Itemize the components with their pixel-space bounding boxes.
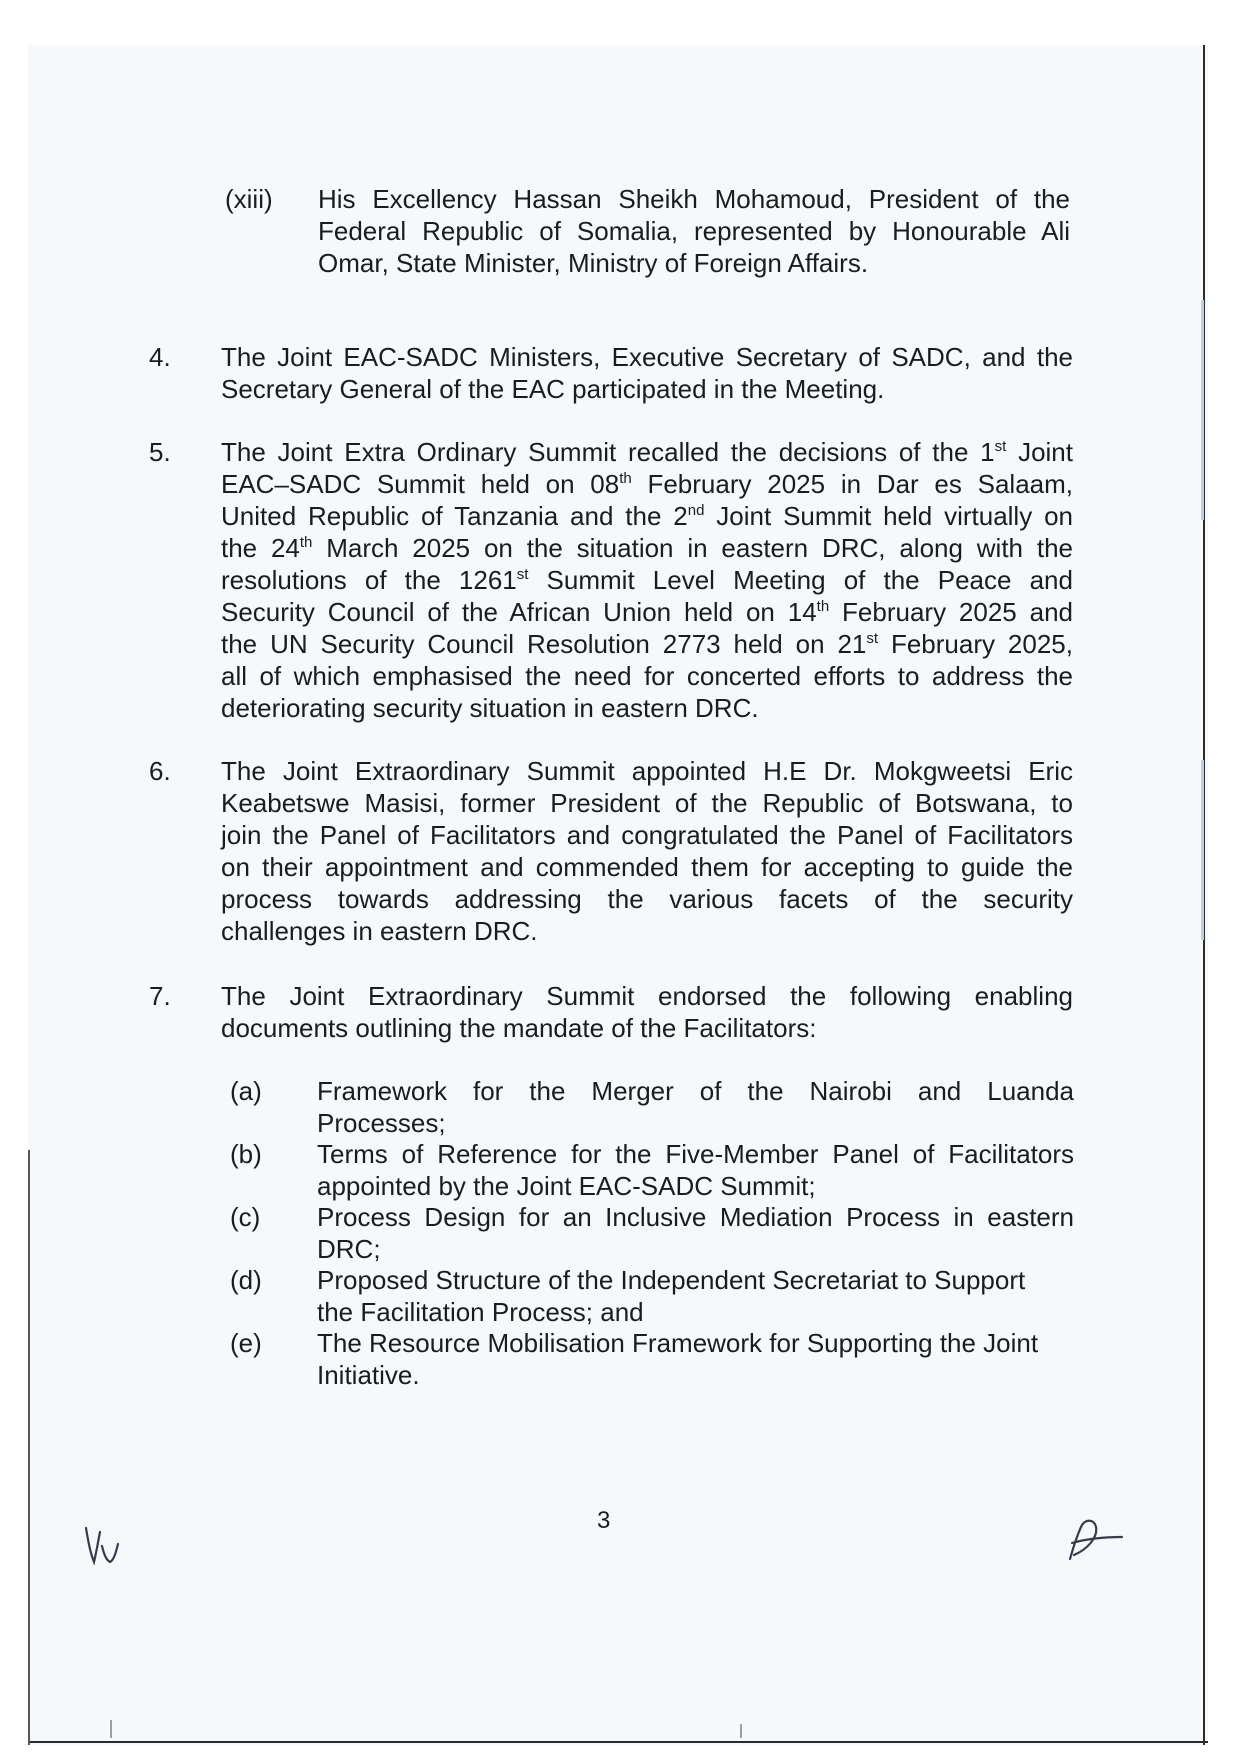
sub-item-marker: (c) [230, 1202, 261, 1232]
text-line: Processes; [317, 1108, 446, 1138]
text-line: the Facilitation Process; and [317, 1297, 644, 1327]
text-line: Terms of Reference for the Five-Member Panel of Facilitators [317, 1139, 1074, 1169]
list-marker: (xiii) [225, 184, 273, 214]
list-item-xiii [225, 183, 1075, 283]
text-line: Keabetswe Masisi, former President of the Republic of Botswana, to [221, 788, 1073, 818]
list-item-text [318, 183, 1070, 279]
sub-item-d [230, 1264, 1075, 1328]
sub-item-marker: (b) [230, 1139, 262, 1169]
text-line: DRC; [317, 1234, 381, 1264]
text-line: The Joint Extraordinary Summit appointed H.E Dr. Mokgweetsi Eric [221, 756, 1073, 786]
paragraph-number: 6. [149, 756, 171, 786]
paragraph-5 [149, 436, 1079, 736]
text-line: deteriorating security situation in eastern DRC. [221, 693, 759, 723]
scan-artifact [110, 1720, 112, 1738]
text-line: Framework for the Merger of the Nairobi and Luanda [317, 1076, 1074, 1106]
sub-item-a [230, 1075, 1075, 1139]
sub-item-b [230, 1138, 1075, 1202]
sub-item-marker: (d) [230, 1265, 262, 1295]
sub-item-text [317, 1138, 1074, 1202]
sub-item-text [317, 1327, 1074, 1391]
text-line: Secretary General of the EAC participated in the Meeting. [221, 374, 885, 404]
paragraph-text [221, 341, 1073, 405]
text-line: the UN Security Council Resolution 2773 held on 21st February 2025, [221, 629, 1073, 659]
sub-item-text [317, 1201, 1074, 1265]
text-line: Omar, State Minister, Ministry of Foreign Affairs. [318, 248, 869, 278]
text-line: Proposed Structure of the Independent Secretariat to Support [317, 1265, 1026, 1295]
text-line: documents outlining the mandate of the Facilitators: [221, 1013, 817, 1043]
text-line: United Republic of Tanzania and the 2nd Joint Summit held virtually on [221, 501, 1073, 531]
sub-item-marker: (e) [230, 1328, 262, 1358]
paragraph-text [221, 436, 1073, 724]
text-line: Process Design for an Inclusive Mediation Process in eastern [317, 1202, 1074, 1232]
text-line: His Excellency Hassan Sheikh Mohamoud, President of the [318, 184, 1070, 214]
text-line: The Joint Extraordinary Summit endorsed the following enabling [221, 981, 1073, 1011]
text-line: EAC–SADC Summit held on 08th February 2025 in Dar es Salaam, [221, 469, 1073, 499]
handwritten-initial-right [1060, 1515, 1130, 1565]
sub-item-c [230, 1201, 1075, 1265]
sub-item-marker: (a) [230, 1076, 262, 1106]
paragraph-number: 7. [149, 981, 171, 1011]
text-line: on their appointment and commended them for accepting to guide the [221, 852, 1073, 882]
text-line: The Joint EAC-SADC Ministers, Executive Secretary of SADC, and the [221, 342, 1073, 372]
paragraph-6 [149, 755, 1079, 955]
text-line: resolutions of the 1261st Summit Level Meeting of the Peace and [221, 565, 1073, 595]
page-number: 3 [597, 1507, 611, 1534]
text-line: the 24th March 2025 on the situation in eastern DRC, along with the [221, 533, 1073, 563]
paragraph-text [221, 980, 1073, 1044]
sub-item-text [317, 1264, 1074, 1328]
scan-border-bottom [28, 1741, 1208, 1743]
paragraph-number: 5. [149, 437, 171, 467]
text-line: appointed by the Joint EAC-SADC Summit; [317, 1171, 816, 1201]
text-line: join the Panel of Facilitators and congratulated the Panel of Facilitators [221, 820, 1073, 850]
handwritten-initial-left [80, 1520, 140, 1570]
scan-artifact [1201, 760, 1204, 940]
text-line: process towards addressing the various facets of the security [221, 884, 1073, 914]
text-line: Initiative. [317, 1360, 420, 1390]
sub-item-e [230, 1327, 1075, 1391]
text-line: all of which emphasised the need for concerted efforts to address the [221, 661, 1073, 691]
scan-artifact [740, 1724, 742, 1738]
scan-border-left [28, 1150, 30, 1745]
text-line: The Joint Extra Ordinary Summit recalled the decisions of the 1st Joint [221, 437, 1073, 467]
paragraph-7 [149, 980, 1079, 1050]
paragraph-4 [149, 341, 1079, 411]
scan-artifact [1201, 300, 1204, 520]
paragraph-text [221, 755, 1073, 947]
text-line: The Resource Mobilisation Framework for Supporting the Joint [317, 1328, 1039, 1358]
text-line: Federal Republic of Somalia, represented by Honourable Ali [318, 216, 1070, 246]
paragraph-number: 4. [149, 342, 171, 372]
text-line: challenges in eastern DRC. [221, 916, 538, 946]
text-line: Security Council of the African Union held on 14th February 2025 and [221, 597, 1073, 627]
sub-item-text [317, 1075, 1074, 1139]
